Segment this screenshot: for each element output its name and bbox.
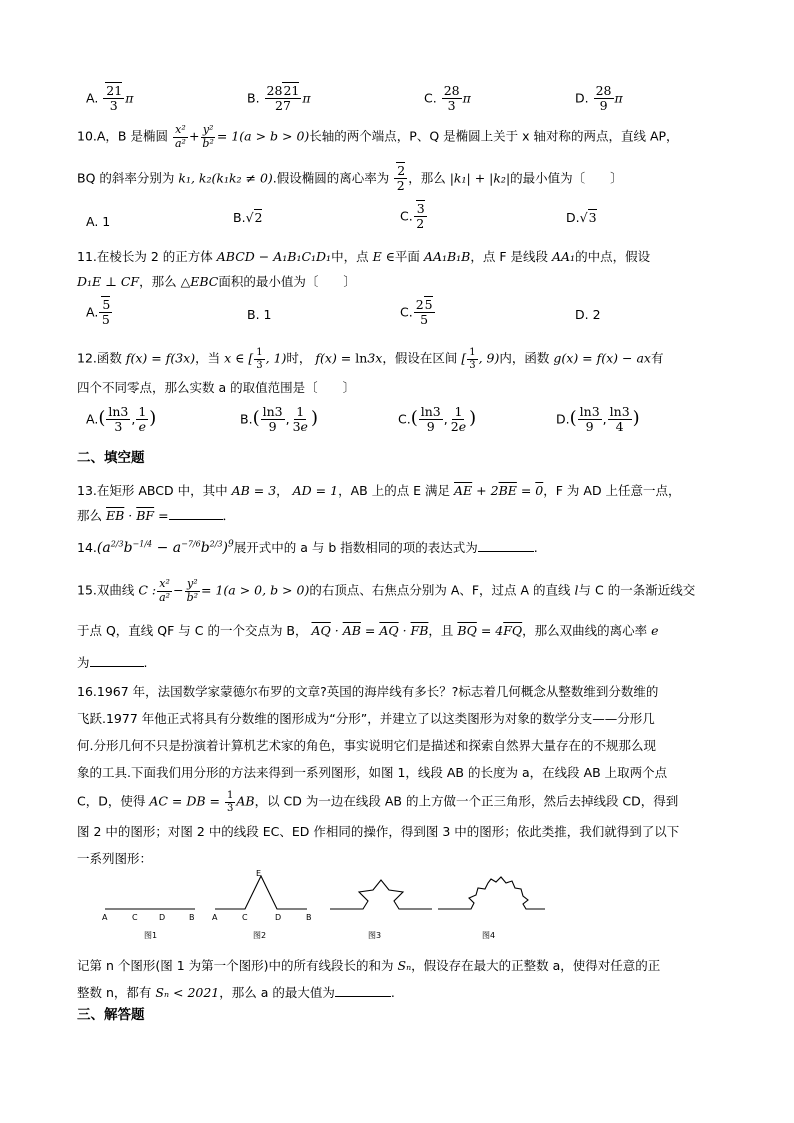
q12-line1: 12.函数 f(x) = f(3x)，当 x ∈ [ $\frac{1}{3}$ , 1)时， f(x) = ln3x，假设在区间 [ $\frac{1}{3}$ , 9)内，函数 g(x) = f(x) − ax有 — [77, 347, 664, 371]
q16-line6: 图 2 中的图形；对图 2 中的线段 EC、ED 作相同的操作，得到图 3 中的图形；依此类推，我们就得到了以下 — [77, 824, 680, 839]
fractal-figures — [95, 868, 545, 946]
fig2-caption: 图2 — [253, 931, 267, 940]
q9-option-d: D. $\frac{28}{9}$ π — [575, 83, 623, 114]
fig1-label-b: B — [189, 913, 195, 922]
fig4-shape — [438, 877, 545, 909]
fig1-caption: 图1 — [144, 931, 158, 940]
q16-line9: 整数 n，都有 Sₙ < 2021，那么 a 的最大值为 . — [77, 985, 395, 1000]
fig1-label-a: A — [102, 913, 108, 922]
q16-line1: 16.1967 年，法国数学家蒙德尔布罗的文章?英国的海岸线有多长？?标志着几何概念从整数维到分数维的 — [77, 684, 659, 699]
fig1-label-c: C — [132, 913, 138, 922]
q10-option-c: C. $\frac{3}{2}$ — [400, 201, 425, 232]
q13-line1: 13.在矩形 ABCD 中，其中 AB = 3， AD = 1，AB 上的点 E 满足 $\overline{AE} + 2\overline{BE} = 0$，F 为 AD 上任意一点， — [77, 483, 681, 498]
q9-option-a: A. $\frac{21}{3}$ π — [86, 83, 134, 114]
q12-option-c: C.( $\frac{\ln 3}{9}$ , $\frac{1}{2e}$ ) — [398, 404, 477, 435]
q13-line2: 那么 $\overline{EB} \cdot \overline{BF}$ = ． — [77, 508, 236, 523]
q16-line7: 一系列图形： — [77, 851, 153, 866]
q10-option-d: D.√3 — [566, 210, 597, 225]
q12-option-a: A.( $\frac{\ln 3}{3}$ , $\frac{1}{e}$ ) — [86, 404, 157, 435]
fig4-caption: 图4 — [482, 931, 496, 940]
q15-answer-blank[interactable] — [90, 654, 144, 667]
q12-option-b: B.( $\frac{\ln 3}{9}$ , $\frac{1}{3e}$ ) — [240, 404, 318, 435]
q11-line1: 11.在棱长为 2 的正方体 ABCD − A₁B₁C₁D₁中，点 E ∈平面 AA₁B₁B，点 F 是线段 AA₁的中点，假设 — [77, 249, 651, 264]
q16-answer-blank[interactable] — [335, 984, 391, 997]
fig3-shape — [330, 880, 432, 909]
q11-option-a: A. $\frac{5}{5}$ — [86, 297, 111, 328]
q16-line8: 记第 n 个图形(图 1 为第一个图形)中的所有线段长的和为 Sₙ，假设存在最大的正整数 a，使得对任意的正 — [77, 958, 661, 973]
q14-line: $14.(a^{2/3}b^{-1/4} - a^{-7/6}b^{2/3})^9$展开式中的 a 与 b 指数相同的项的表达式为 . — [77, 539, 538, 556]
fig2-label-e: E — [256, 869, 262, 878]
q11-option-c: C. $\frac{25}{5}$ — [400, 297, 433, 328]
section-heading-fill-in: 二、填空题 — [77, 450, 145, 466]
q13-answer-blank[interactable] — [169, 507, 223, 520]
fig2-label-b: B — [306, 913, 312, 922]
fig2-label-c: C — [242, 913, 248, 922]
fig2-label-a: A — [212, 913, 218, 922]
fig2-label-d: D — [275, 913, 282, 922]
q11-option-b: B. 1 — [247, 307, 272, 322]
fig1-label-d: D — [159, 913, 166, 922]
fig2-shape — [215, 876, 307, 909]
q16-line5: C，D，使得 AC = DB = $\frac{1}{3}$ AB，以 CD 为一边在线段 AB 的上方做一个正三角形，然后去掉线段 CD，得到 — [77, 790, 679, 814]
q10-line2: BQ 的斜率分别为 k₁, k₂(k₁k₂ ≠ 0).假设椭圆的离心率为 $\frac{2}{2}$ ，那么 |k₁| + |k₂|的最小值为〔 〕 — [77, 163, 623, 194]
q15-line3: 为 . — [77, 655, 148, 670]
q10-line1: 10.A，B 是椭圆 $\frac{\text{x²}}{\text{a²}}$ + $\frac{\text{y²}}{\text{b²}}$ = 1(a > b > 0)长轴的两个端点，P、Q 是椭圆上关于 x 轴对称的两点，直线 AP， — [77, 123, 679, 150]
q15-line1: 15.双曲线 C : $\frac{\text{x²}}{\text{a²}}$ − $\frac{\text{y²}}{\text{b²}}$ = 1(a > 0, b > 0)的右顶点、右焦点分别为 A、F，过点 A 的直线 l与 C 的一条渐近线交 — [77, 577, 696, 604]
q16-line3: 何.分形几何不只是扮演着计算机艺术家的角色，事实说明它们是描述和探索自然界大量存在的不规那么现 — [77, 738, 656, 753]
q14-answer-blank[interactable] — [478, 539, 534, 552]
q12-option-d: D.( $\frac{\ln 3}{9}$ , $\frac{\ln 3}{4}$ ) — [556, 404, 640, 435]
section-heading-solutions: 三、解答题 — [77, 1007, 145, 1023]
q15-line2: 于点 Q，直线 QF 与 C 的一个交点为 B， $\overline{AQ} \cdot \overline{AB} = \overline{AQ} \cdot \overline{FB}$，且 $\overline{BQ} = 4\overline{FQ}$，那么双曲线的离心率 e — [77, 623, 659, 638]
q10-option-b: B.√2 — [233, 210, 263, 225]
fig3-caption: 图3 — [368, 931, 382, 940]
q11-line2: D₁E ⊥ CF，那么 △EBC面积的最小值为〔 〕 — [77, 274, 356, 289]
q16-line4: 象的工具.下面我们用分形的方法来得到一系列图形，如图 1，线段 AB 的长度为 a，在线段 AB 上取两个点 — [77, 765, 668, 780]
q9-option-b: B. $\frac{2821}{27}$ π — [247, 83, 311, 114]
q12-line2: 四个不同零点，那么实数 a 的取值范围是〔 〕 — [77, 380, 356, 395]
q16-line2: 飞跃.1977 年他正式将具有分数维的图形成为“分形”，并建立了以这类图形为对象的数学分支——分形几 — [77, 711, 655, 726]
q10-option-a: A. 1 — [86, 214, 111, 229]
q9-option-c: C. $\frac{28}{3}$ π — [424, 83, 471, 114]
q11-option-d: D. 2 — [575, 307, 601, 322]
